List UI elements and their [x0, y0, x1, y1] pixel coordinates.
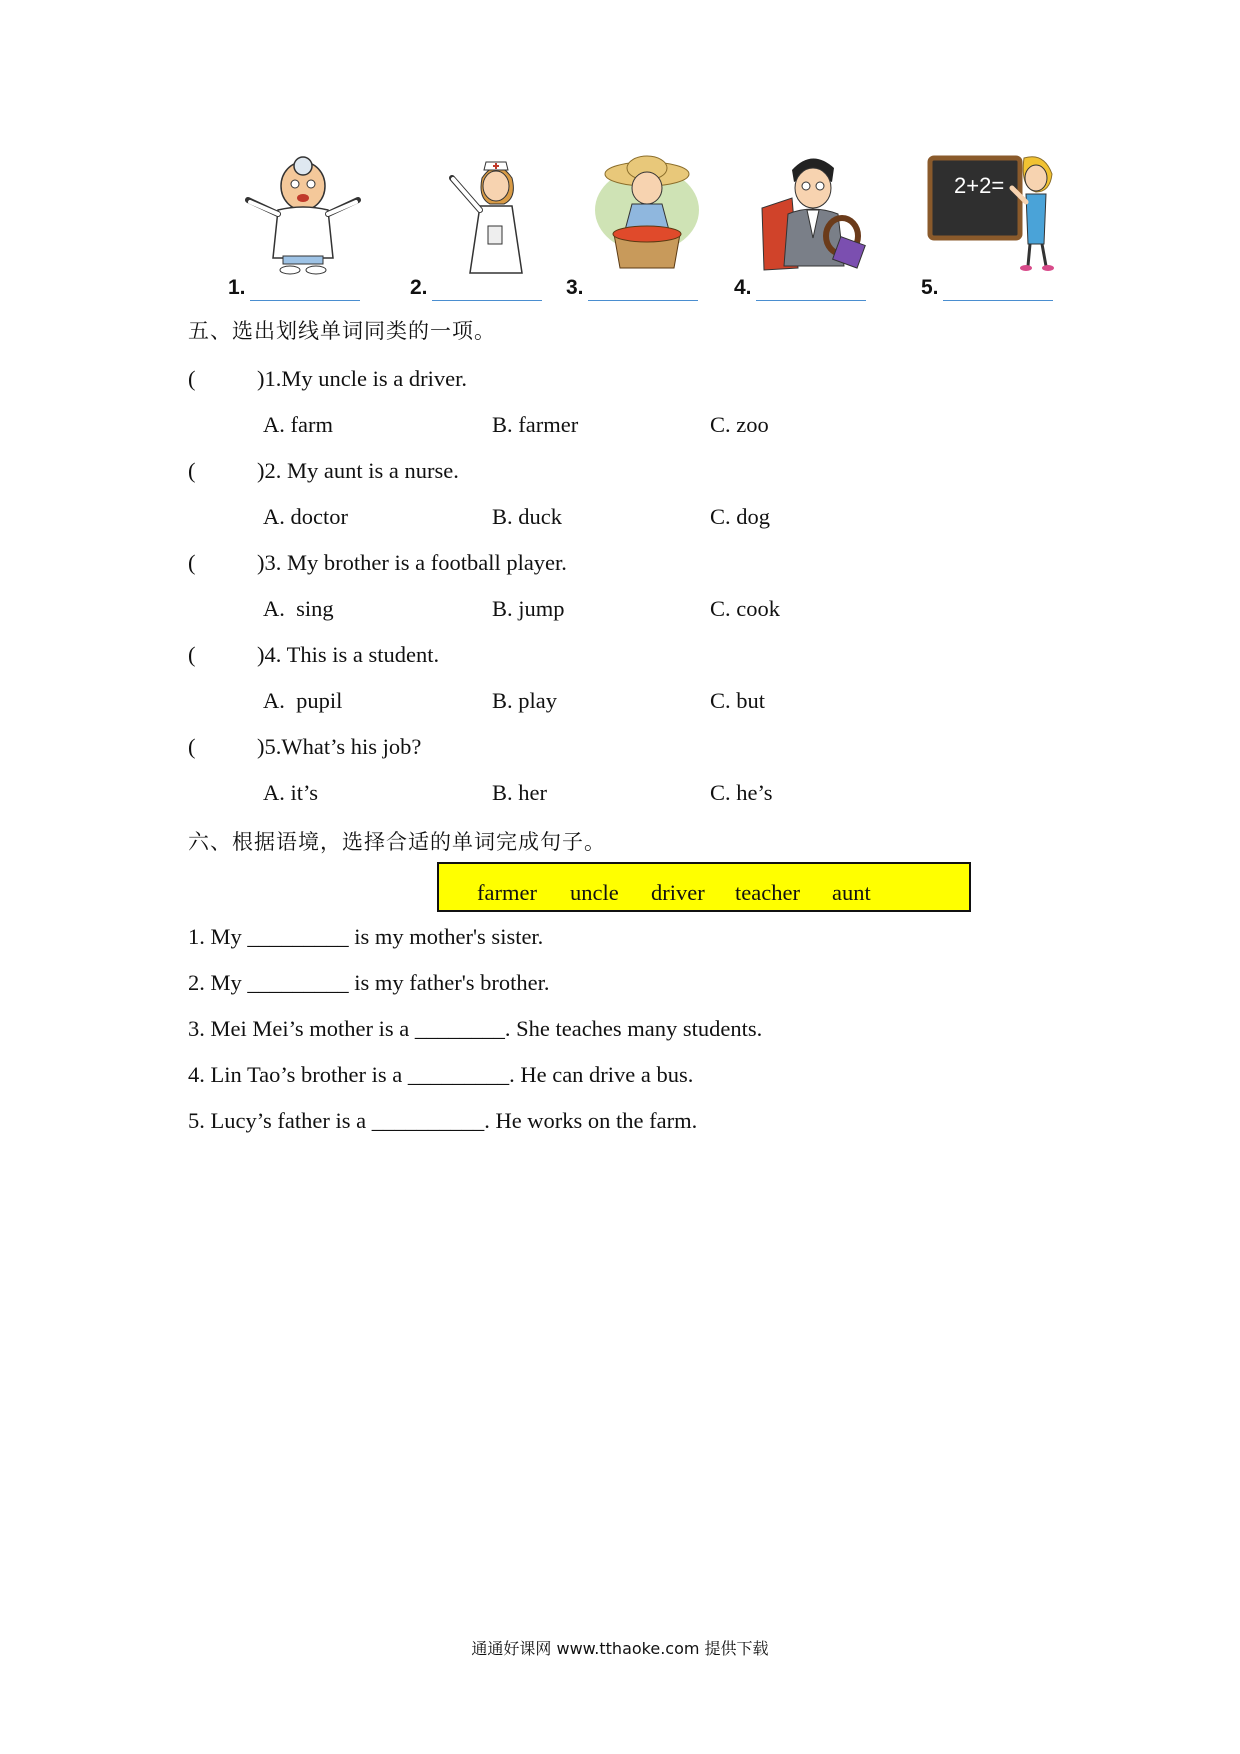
answer-paren[interactable]: ( — [188, 642, 196, 667]
fill-sentence-1[interactable]: 1. My _________ is my mother's sister. — [188, 924, 544, 949]
option-b[interactable]: B. jump — [492, 596, 565, 621]
word-bank-item: driver — [651, 880, 705, 905]
doctor-icon — [238, 148, 368, 278]
option-a[interactable]: A. doctor — [263, 504, 348, 529]
option-a[interactable]: A. farm — [263, 412, 333, 437]
question-text: )4. This is a student. — [257, 642, 440, 667]
word-bank-item: uncle — [570, 880, 619, 905]
picture-number: 4. — [734, 276, 752, 299]
question-text: )3. My brother is a football player. — [257, 550, 567, 575]
option-c[interactable]: C. dog — [710, 504, 771, 529]
question-text: )1.My uncle is a driver. — [257, 366, 467, 391]
answer-line[interactable] — [250, 300, 360, 301]
answer-line[interactable] — [756, 300, 866, 301]
answer-paren[interactable]: ( — [188, 366, 196, 391]
option-c[interactable]: C. but — [710, 688, 766, 713]
picture-number: 3. — [566, 276, 584, 299]
question-text: )2. My aunt is a nurse. — [257, 458, 459, 483]
answer-line[interactable] — [432, 300, 542, 301]
section-5-title: 五、选出划线单词同类的一项。 — [188, 319, 496, 343]
option-a[interactable]: A. sing — [263, 596, 334, 621]
word-bank-item: aunt — [832, 880, 871, 905]
picture-number: 1. — [228, 276, 246, 299]
option-b[interactable]: B. her — [492, 780, 547, 805]
option-c[interactable]: C. he’s — [710, 780, 773, 805]
fill-sentence-4[interactable]: 4. Lin Tao’s brother is a _________. He can drive a bus. — [188, 1062, 694, 1087]
nurse-icon — [432, 148, 562, 278]
answer-paren[interactable]: ( — [188, 734, 196, 759]
word-bank — [437, 862, 971, 912]
answer-line[interactable] — [943, 300, 1053, 301]
job-pictures-row — [0, 148, 1240, 308]
answer-line[interactable] — [588, 300, 698, 301]
question-text: )5.What’s his job? — [257, 734, 422, 759]
word-bank-item: farmer — [477, 880, 537, 905]
option-a[interactable]: A. pupil — [263, 688, 343, 713]
teacher-icon — [926, 148, 1056, 278]
answer-paren[interactable]: ( — [188, 550, 196, 575]
fill-sentence-5[interactable]: 5. Lucy’s father is a __________. He works on the farm. — [188, 1108, 698, 1133]
svg-text:2+2=: 2+2= — [954, 173, 1005, 198]
picture-number: 5. — [921, 276, 939, 299]
section-6-title: 六、根据语境，选择合适的单词完成句子。 — [188, 830, 606, 854]
option-c[interactable]: C. zoo — [710, 412, 769, 437]
option-c[interactable]: C. cook — [710, 596, 780, 621]
option-a[interactable]: A. it’s — [263, 780, 319, 805]
page-footer: 通通好课网 www.tthaoke.com 提供下载 — [471, 1639, 769, 1658]
fill-sentence-2[interactable]: 2. My _________ is my father's brother. — [188, 970, 550, 995]
driver-icon — [752, 148, 882, 278]
picture-number: 2. — [410, 276, 428, 299]
answer-paren[interactable]: ( — [188, 458, 196, 483]
option-b[interactable]: B. farmer — [492, 412, 579, 437]
option-b[interactable]: B. duck — [492, 504, 562, 529]
option-b[interactable]: B. play — [492, 688, 557, 713]
farmer-icon — [592, 148, 722, 278]
fill-sentence-3[interactable]: 3. Mei Mei’s mother is a ________. She teaches many students. — [188, 1016, 763, 1041]
word-bank-item: teacher — [735, 880, 800, 905]
